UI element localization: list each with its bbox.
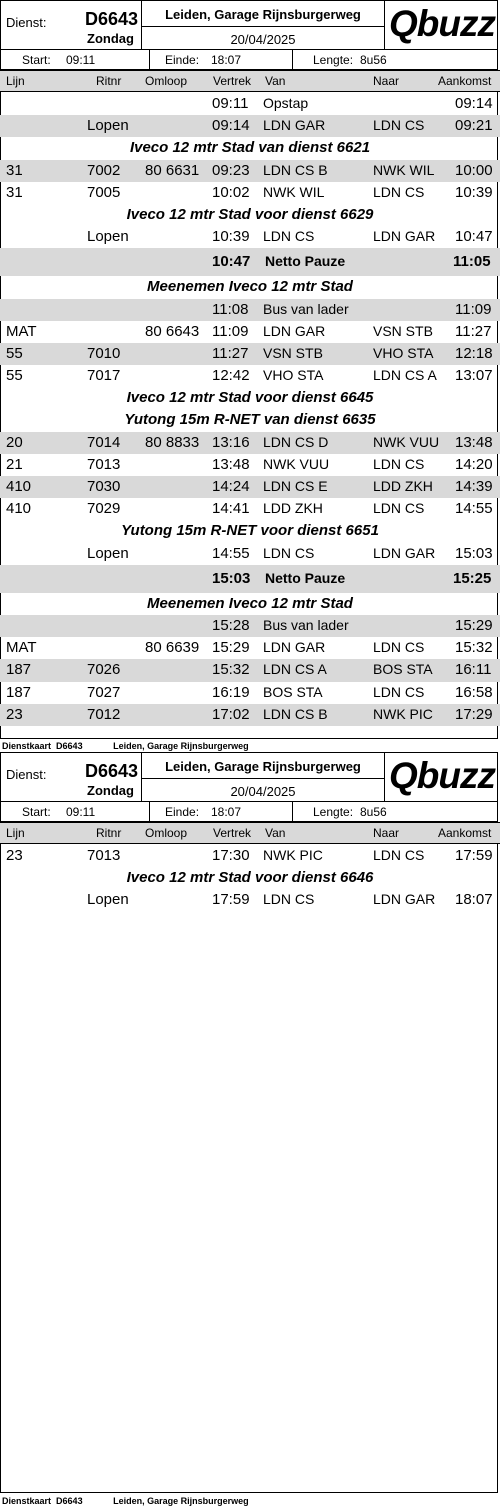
cell-van: VSN STB [263,344,323,361]
cell-lijn: MAT [6,322,37,340]
cell-ritnr: Lopen [87,891,129,909]
cell-naar: LDN CS [373,639,425,656]
trip-row [0,704,500,726]
einde-label: Einde: [165,53,200,67]
pause-end: 11:05 [453,253,491,271]
cell-aankomst: 17:59 [455,847,493,864]
cell-van: LDN CS [263,891,315,908]
cell-lijn: 31 [6,161,23,179]
cell-van: NWK WIL [263,183,325,200]
pause-end: 15:25 [453,569,492,587]
cell-aankomst: 12:18 [455,344,493,362]
col-naar: Naar [373,826,400,840]
cell-lijn: 55 [6,344,23,362]
col-lijn: Lijn [6,826,25,840]
start-label: Start: [22,805,51,819]
cell-vertrek: 12:42 [212,367,250,385]
trip-row [0,343,500,365]
col-vertrek: Vertrek [213,74,252,88]
cell-aankomst: 13:48 [455,433,493,451]
cell-van: LDN CS [263,228,315,245]
start-time: 09:11 [66,805,96,819]
cell-naar: LDD ZKH [373,478,433,494]
trip-row [0,845,500,867]
trip-row [0,615,500,637]
cell-vertrek: 10:02 [212,183,250,201]
trip-row [0,299,500,321]
cell-vertrek: 16:19 [212,683,250,701]
cell-van: LDD ZKH [263,500,323,517]
cell-naar: VSN STB [373,322,433,339]
qbuzz-logo: Qbuzz [389,3,495,44]
footer-location: Leiden, Garage Rijnsburgerweg [113,1496,249,1506]
trip-row [0,682,500,704]
footer-label: Dienstkaart [2,1496,52,1506]
pause-label: Netto Pauze [265,569,346,586]
cell-aankomst: 10:00 [455,161,493,179]
einde-label: Einde: [165,805,200,819]
cell-lijn: 23 [6,847,23,864]
date: 20/04/2025 [230,32,296,47]
column-header [0,70,500,92]
cell-vertrek: 13:48 [212,455,250,473]
cell-naar: LDN GAR [373,891,436,908]
cell-naar: LDN CS [373,117,425,134]
cell-van: LDN CS D [263,433,329,450]
cell-lijn: 187 [6,661,32,679]
dienst-code: D6643 [85,761,139,781]
einde-time: 18:07 [211,53,242,67]
cell-lijn: 23 [6,705,23,723]
cell-vertrek: 11:27 [212,344,249,362]
cell-omloop: 80 6631 [145,161,200,179]
cell-lijn: 187 [6,683,32,701]
cell-omloop: 80 6643 [145,322,200,340]
cell-lijn: 31 [6,183,23,201]
cell-naar: NWK VUU [373,433,440,450]
trip-row [0,365,500,387]
cell-van: Bus van lader [263,300,349,317]
col-naar: Naar [373,74,400,88]
qbuzz-logo: Qbuzz [389,755,495,796]
vehicle-block-heading: Yutong 15m R-NET voor dienst 6651 [121,522,379,540]
col-van: Van [265,74,286,88]
vehicle-block-heading: Iveco 12 mtr Stad voor dienst 6646 [126,869,374,887]
col-vertrek: Vertrek [213,826,252,840]
cell-van: LDN CS B [263,161,328,178]
cell-ritnr: 7014 [87,433,121,451]
cell-ritnr: 7030 [87,478,121,495]
col-ritnr: Ritnr [96,74,122,88]
duty-header [0,752,500,818]
cell-van: Opstap [263,95,309,111]
lengte-label: Lengte: [313,805,354,819]
cell-ritnr: Lopen [87,544,129,562]
cell-lijn: 410 [6,478,32,495]
col-ritnr: Ritnr [96,826,122,840]
lengte-label: Lengte: [313,53,354,67]
duty-card-page-1 [0,0,500,740]
trip-row [0,889,500,911]
trip-row [0,182,500,204]
trip-row [0,637,500,659]
cell-aankomst: 09:21 [455,117,493,135]
trip-row [0,454,500,476]
footer-2 [2,1496,249,1506]
pause-row [0,565,500,593]
cell-aankomst: 11:09 [455,300,492,318]
cell-naar: VHO STA [373,344,434,361]
cell-van: NWK PIC [263,847,323,863]
einde-time: 18:07 [211,805,242,819]
trip-row [0,498,500,520]
vehicle-block-heading: Iveco 12 mtr Stad voor dienst 6629 [126,205,374,223]
cell-aankomst: 11:27 [455,322,492,340]
pause-start: 10:47 [212,253,251,271]
dienst-day: Zondag [87,31,134,46]
cell-vertrek: 13:16 [212,433,250,451]
cell-lijn: 20 [6,433,23,451]
cell-ritnr: 7010 [87,344,121,362]
location: Leiden, Garage Rijnsburgerweg [165,759,361,774]
cell-ritnr: 7005 [87,183,121,201]
cell-van: NWK VUU [263,455,330,472]
cell-van: LDN CS E [263,478,328,494]
dienst-label: Dienst: [6,15,47,30]
cell-aankomst: 10:39 [455,183,493,201]
trip-row [0,659,500,681]
cell-van: LDN CS B [263,705,328,722]
lengte-value: 8u56 [360,53,387,67]
cell-naar: BOS STA [373,661,433,678]
duty-card-page-2 [0,752,500,1512]
lengte-value: 8u56 [360,805,387,819]
cell-vertrek: 11:08 [212,300,249,318]
cell-van: LDN GAR [263,639,326,656]
cell-vertrek: 09:14 [212,117,250,135]
vehicle-block-heading: Iveco 12 mtr Stad van dienst 6621 [129,139,371,157]
footer-code: D6643 [56,1496,83,1506]
vehicle-block-heading: Yutong 15m R-NET van dienst 6635 [124,411,376,429]
trip-table [0,93,500,726]
cell-vertrek: 15:28 [212,616,250,634]
pause-row [0,248,500,276]
col-aankomst: Aankomst [438,74,492,88]
cell-van: LDN GAR [263,117,326,134]
cell-lijn: 410 [6,500,32,518]
cell-aankomst: 14:39 [455,478,493,495]
cell-aankomst: 15:29 [455,616,493,634]
cell-ritnr: 7013 [87,847,121,864]
cell-naar: LDN GAR [373,544,436,561]
cell-lijn: 21 [6,455,23,473]
cell-aankomst: 14:20 [455,455,493,473]
footer-location: Leiden, Garage Rijnsburgerweg [113,741,249,751]
cell-vertrek: 09:11 [212,95,249,112]
cell-naar: LDN CS [373,183,425,200]
cell-aankomst: 17:29 [455,705,493,723]
cell-vertrek: 11:09 [212,322,249,340]
cell-naar: LDN GAR [373,228,436,245]
cell-naar: LDN CS A [373,367,437,384]
cell-omloop: 80 6639 [145,639,200,657]
cell-vertrek: 10:39 [212,228,250,246]
cell-van: BOS STA [263,683,323,700]
cell-naar: NWK WIL [373,161,435,178]
cell-aankomst: 15:03 [455,544,493,562]
trip-row [0,115,500,137]
trip-row [0,226,500,248]
cell-ritnr: 7027 [87,683,121,701]
start-label: Start: [22,53,51,67]
dienst-code: D6643 [85,9,139,29]
trip-row [0,93,500,115]
cell-vertrek: 17:02 [212,705,250,723]
dienst-label: Dienst: [6,767,47,782]
col-lijn: Lijn [6,74,25,88]
cell-ritnr: 7012 [87,705,121,723]
cell-vertrek: 14:24 [212,478,250,495]
duty-header [0,0,500,66]
pause-start: 15:03 [212,569,251,587]
dienst-day: Zondag [87,783,134,798]
date: 20/04/2025 [230,784,296,799]
cell-naar: LDN CS [373,847,425,863]
vehicle-block-heading: Meenemen Iveco 12 mtr Stad [147,594,353,612]
cell-naar: LDN CS [373,455,425,472]
cell-van: LDN CS [263,544,315,561]
trip-row [0,476,500,498]
cell-ritnr: 7002 [87,161,121,179]
cell-aankomst: 15:32 [455,639,493,657]
cell-aankomst: 13:07 [455,367,493,385]
cell-vertrek: 14:55 [212,544,250,562]
cell-vertrek: 09:23 [212,161,250,179]
pause-label: Netto Pauze [265,253,346,270]
cell-vertrek: 17:30 [212,847,250,864]
cell-van: VHO STA [263,367,324,384]
col-van: Van [265,826,286,840]
cell-aankomst: 14:55 [455,500,493,518]
cell-aankomst: 16:58 [455,683,493,701]
cell-ritnr: 7013 [87,455,121,473]
col-omloop: Omloop [145,826,188,840]
location: Leiden, Garage Rijnsburgerweg [165,7,361,22]
footer-code: D6643 [56,741,83,751]
col-aankomst: Aankomst [438,826,492,840]
cell-ritnr: 7026 [87,661,121,679]
cell-ritnr: 7029 [87,500,121,518]
cell-vertrek: 14:41 [212,500,250,518]
footer-label: Dienstkaart [2,741,52,751]
column-header [0,822,500,844]
cell-vertrek: 17:59 [212,891,250,909]
cell-naar: LDN CS [373,500,425,517]
trip-table [0,845,500,912]
cell-van: LDN GAR [263,322,326,339]
cell-aankomst: 10:47 [455,228,493,246]
cell-van: Bus van lader [263,616,349,633]
cell-ritnr: Lopen [87,228,129,246]
vehicle-block-heading: Iveco 12 mtr Stad voor dienst 6645 [126,389,374,407]
start-time: 09:11 [66,53,96,67]
cell-naar: NWK PIC [373,705,433,722]
cell-omloop: 80 8833 [145,433,200,451]
cell-aankomst: 18:07 [455,891,493,909]
trip-row [0,160,500,182]
cell-ritnr: Lopen [87,117,129,135]
footer-1 [2,741,249,751]
cell-aankomst: 09:14 [455,95,493,112]
cell-vertrek: 15:29 [212,639,250,657]
cell-aankomst: 16:11 [455,661,492,679]
cell-lijn: MAT [6,639,37,657]
trip-row [0,321,500,343]
cell-lijn: 55 [6,367,23,385]
cell-ritnr: 7017 [87,367,121,385]
cell-vertrek: 15:32 [212,661,250,679]
trip-row [0,543,500,565]
trip-row [0,432,500,454]
vehicle-block-heading: Meenemen Iveco 12 mtr Stad [147,278,353,296]
cell-van: LDN CS A [263,661,327,678]
cell-naar: LDN CS [373,683,425,700]
col-omloop: Omloop [145,74,188,88]
